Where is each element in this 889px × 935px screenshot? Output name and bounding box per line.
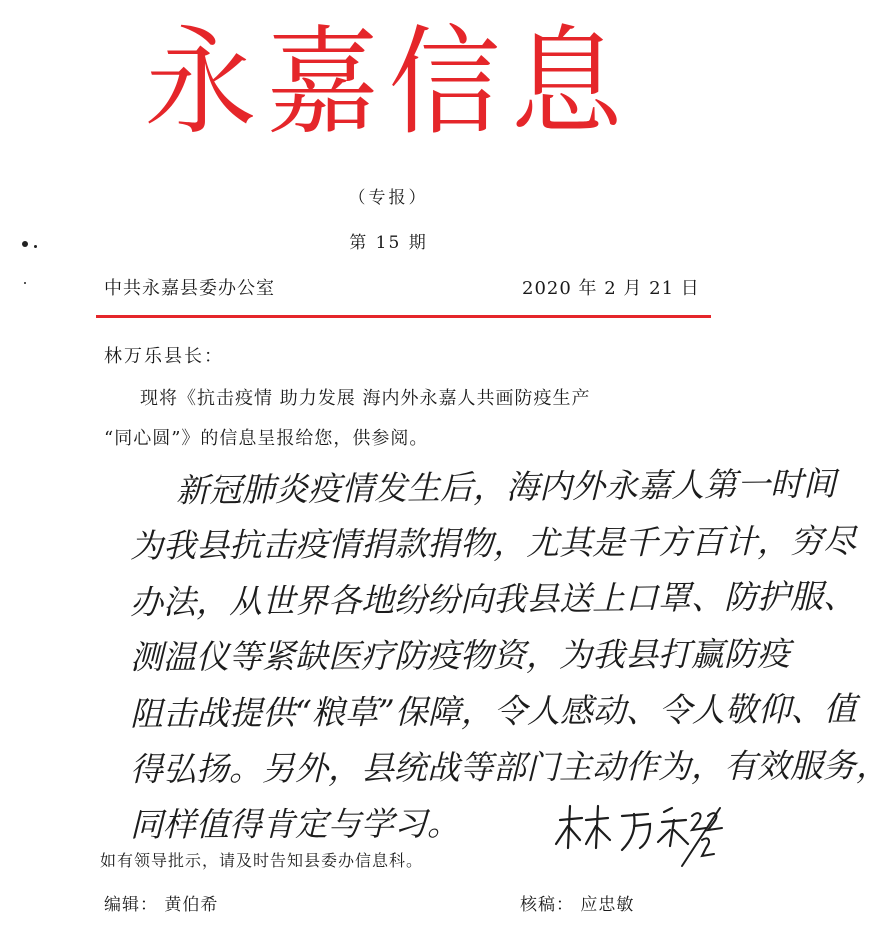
- signature-text: 林万乐 2.22: [552, 800, 558, 801]
- reviewer-credit: 核稿： 应忠敏: [520, 895, 635, 915]
- editor-credit: 编辑： 黄伯希: [104, 895, 219, 915]
- handwritten-line: 得弘扬。另外，县统战等部门主动作为，有效服务，: [129, 745, 889, 789]
- issue-date: 2020 年 2 月 21 日: [522, 278, 700, 299]
- handwritten-comment: [129, 460, 889, 852]
- salutation: 林万乐县长：: [104, 346, 224, 367]
- issue-number: 第 15 期: [349, 233, 428, 253]
- handwritten-line: 同样值得肯定与学习。: [129, 803, 461, 845]
- handwritten-line: 为我县抗击疫情捐款捐物，尤其是千方百计，穷尽: [129, 521, 857, 566]
- scan-speck: [34, 245, 37, 248]
- masthead-title: 永嘉信息: [144, 14, 633, 152]
- scan-speck: [24, 282, 26, 284]
- handwritten-line: 新冠肺炎疫情发生后，海内外永嘉人第一时间: [175, 463, 837, 510]
- handwritten-line: 办法，从世界各地纷纷向我县送上口罩、防护服、: [129, 576, 857, 622]
- subtitle: （专报）: [348, 188, 429, 208]
- body-line-2: “同心圆”》的信息呈报给您，供参阅。: [104, 428, 429, 449]
- footer-notice: 如有领导批示，请及时告知县委办信息科。: [100, 851, 424, 870]
- body-line-1: 现将《抗击疫情 助力发展 海内外永嘉人共画防疫生产: [140, 388, 591, 409]
- handwritten-line: 测温仪等紧缺医疗防疫物资，为我县打赢防疫: [129, 634, 791, 677]
- issuer: 中共永嘉县委办公室: [104, 278, 275, 299]
- handwritten-signature: [552, 800, 732, 870]
- scan-speck: [22, 241, 28, 247]
- handwritten-line: 阻击战提供“粮草”保障，令人感动、令人敬仰、值: [129, 689, 857, 734]
- red-divider: [96, 315, 711, 318]
